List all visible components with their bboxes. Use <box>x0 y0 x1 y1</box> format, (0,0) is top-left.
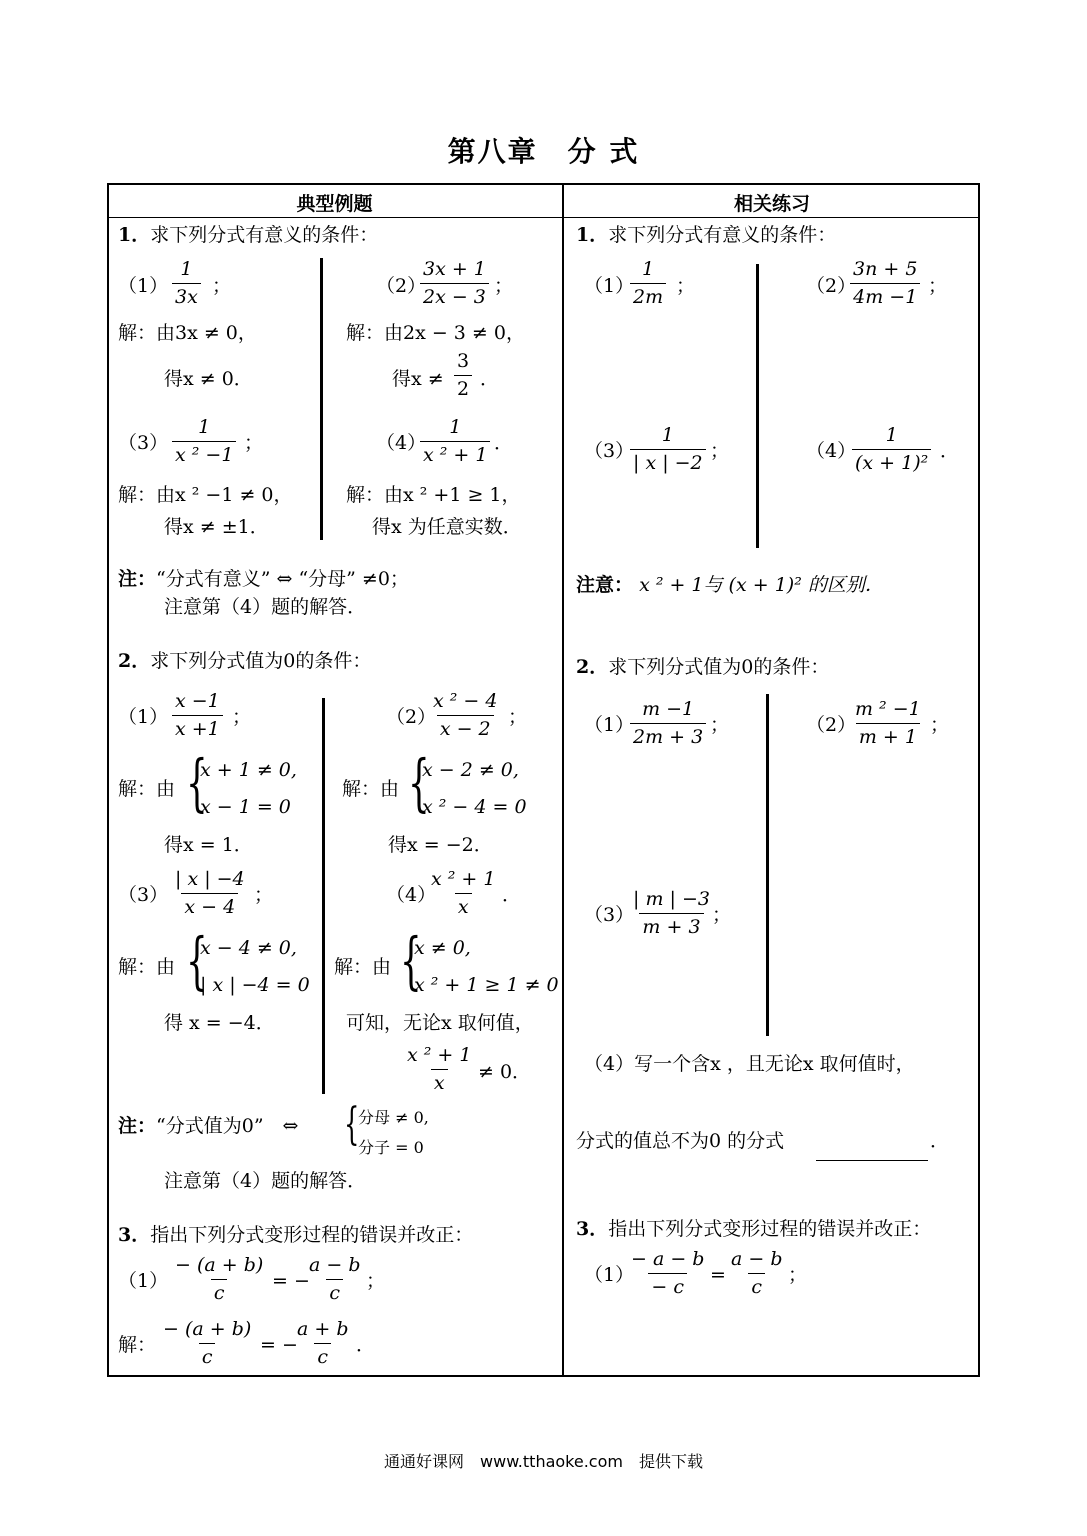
left-q3-p1-right-fraction: $\frac{a - b}{c}$ <box>309 1254 361 1304</box>
right-q2-p1-label: （1） <box>584 714 635 736</box>
left-q3-sol-equals: = − <box>260 1334 298 1356</box>
left-q2-heading: 2．求下列分式值为0的条件： <box>118 650 372 672</box>
left-q2-p2-brace: { <box>408 746 430 819</box>
right-q2-p4-line1: （4）写一个含x ，且无论x 取何值时， <box>584 1053 915 1075</box>
left-q1-p4-label: （4） <box>376 432 427 454</box>
left-q2-p1-brace: { <box>186 746 208 819</box>
left-q2-p3-brace: { <box>186 924 208 997</box>
left-q1-p3-label: （3） <box>118 432 169 454</box>
left-q1-note: 注：“分式有意义” ⇔ “分母” ≠0； <box>118 568 409 590</box>
left-q2-p3-label: （3） <box>118 884 169 906</box>
left-q1-p3-sol1: 解：由x ² −1 ≠ 0， <box>118 484 293 506</box>
right-q1-p3-fraction: $\frac{1}{| x | -2}$ <box>630 426 706 473</box>
left-q2-p4-result-fraction: $\frac{\text{x ² + 1}}{x}$ <box>407 1044 472 1094</box>
right-q1-p2-fraction: $\frac{3n + 5}{4m -1}$ <box>850 260 920 307</box>
right-q3-heading: 3．指出下列分式变形过程的错误并改正： <box>576 1218 932 1240</box>
right-q3-p1-equals: = <box>710 1264 726 1286</box>
left-q2-p4-sol: 解：由 <box>334 956 392 978</box>
left-q2-note-cond2: 分子 = 0 <box>358 1138 424 1157</box>
left-q1-p3-sol2: 得x ≠ ±1． <box>164 516 269 538</box>
left-q2-p2-sol: 解：由 <box>342 778 400 800</box>
right-q2-p2-label: （2） <box>806 714 857 736</box>
right-q1-p3-label: （3） <box>584 440 635 462</box>
left-column-header: 典型例题 <box>296 193 373 215</box>
right-q2-p1-fraction: $\frac{m -1}{2m + 3}$ <box>630 700 706 747</box>
left-q1-p2-tail: ； <box>494 275 514 297</box>
left-q2-p1-cond1: x + 1 ≠ 0, <box>200 759 297 781</box>
left-q3-sol-left-fraction: $\frac{- (a + b)}{c}$ <box>163 1318 252 1368</box>
left-q1-p1-fraction: $\frac{1}{3x}$ <box>172 260 201 307</box>
left-q2-note: 注：“分式值为0” ⇔ <box>118 1115 299 1137</box>
left-q1-p4-sol2: 得x 为任意实数． <box>372 516 522 538</box>
left-q2-note2: 注意第（4）题的解答． <box>164 1170 367 1192</box>
left-q2-p4-cond1: x ≠ 0, <box>414 937 471 959</box>
left-q2-p3-sol: 解：由 <box>118 956 176 978</box>
left-q3-p1-left-fraction: $\frac{- (a + b)}{c}$ <box>175 1254 264 1304</box>
left-q1-p3-fraction: $\frac{1}{\text{x ² −1}}$ <box>172 418 236 465</box>
left-q2-p3-cond1: x − 4 ≠ 0, <box>200 937 297 959</box>
left-q2-p3-tail: ； <box>254 884 274 906</box>
right-q1-p4-tail: ． <box>940 440 960 462</box>
left-q1-p4-fraction: $\frac{1}{\text{x ² + 1}}$ <box>420 418 490 465</box>
left-q3-p1-tail: ； <box>366 1270 386 1292</box>
left-q1-heading: 1．求下列分式有意义的条件： <box>118 224 379 246</box>
left-q3-sol-tail: ． <box>356 1334 376 1356</box>
left-q2-p2-cond1: x − 2 ≠ 0, <box>422 759 519 781</box>
answer-blank[interactable] <box>816 1140 928 1161</box>
right-q1-p2-label: （2） <box>806 275 857 297</box>
right-q2-p4-end: ． <box>930 1130 950 1152</box>
left-q3-p1-equals: = − <box>272 1270 310 1292</box>
left-q1-note2: 注意第（4）题的解答． <box>164 596 367 618</box>
right-q1-note: 注意： x ² + 1与 (x + 1)² 的区别． <box>576 574 884 596</box>
left-q1-p4-sol1: 解：由x ² +1 ≥ 1， <box>346 484 521 506</box>
right-q2-p3-label: （3） <box>584 904 635 926</box>
left-q1-p1-sol2: 得x ≠ 0． <box>164 368 253 390</box>
right-q3-p1-right-fraction: $\frac{a - b}{c}$ <box>731 1248 783 1298</box>
left-q2-p2-label: （2） <box>386 706 437 728</box>
right-q2-p1-tail: ； <box>710 714 730 736</box>
left-q2-p2-result: 得x = −2． <box>388 834 493 856</box>
right-q2-separator <box>766 694 769 1036</box>
left-q2-p1-result: 得x = 1． <box>164 834 253 856</box>
right-q1-p1-tail: ； <box>676 275 696 297</box>
left-q1-p1-label: （1） <box>118 275 169 297</box>
left-q2-note-brace: { <box>344 1099 360 1150</box>
left-q1-separator <box>320 258 323 540</box>
left-q1-p2-label: （2） <box>376 275 427 297</box>
right-q2-p3-tail: ； <box>712 904 732 926</box>
left-q2-p1-fraction: $\frac{x -1}{x +1}$ <box>172 692 223 739</box>
left-q3-p1-label: （1） <box>118 1270 169 1292</box>
right-q3-p1-tail: ； <box>788 1264 808 1286</box>
left-q1-p1-tail: ； <box>212 275 232 297</box>
left-q1-p2-end: ． <box>480 368 500 390</box>
left-q3-sol-label: 解： <box>118 1334 157 1356</box>
right-q1-p3-tail: ； <box>710 440 730 462</box>
right-q1-p1-label: （1） <box>584 275 635 297</box>
left-q1-p2-result-fraction: $\frac{3}{2}$ <box>454 352 472 399</box>
left-q2-p2-fraction: $\frac{\text{x ² − 4}}{x - 2}$ <box>433 690 498 740</box>
left-q2-separator <box>322 698 325 1094</box>
left-q2-p1-label: （1） <box>118 706 169 728</box>
left-q2-p4-fraction: $\frac{\text{x ² + 1}}{x}$ <box>431 868 496 918</box>
right-q2-heading: 2．求下列分式值为0的条件： <box>576 656 830 678</box>
left-q2-p3-cond2: | x | −4 = 0 <box>200 974 310 996</box>
left-q2-p2-cond2: x ² − 4 = 0 <box>422 796 527 818</box>
right-column-header: 相关练习 <box>733 193 810 215</box>
right-q2-p4-line2: 分式的值总不为0 的分式 <box>576 1130 785 1152</box>
left-q2-p1-sol: 解：由 <box>118 778 176 800</box>
right-q1-p2-tail: ； <box>928 275 948 297</box>
left-q1-p2-sol2: 得x ≠ <box>392 368 444 390</box>
page-title: 第八章 分 式 <box>447 135 640 168</box>
right-q2-p2-fraction: $\frac{\text{m ² −1}}{m + 1}$ <box>855 698 921 748</box>
left-q2-note-cond1: 分母 ≠ 0, <box>358 1108 429 1127</box>
left-q1-p4-tail: ． <box>494 432 514 454</box>
left-q2-p4-cond2: x ² + 1 ≥ 1 ≠ 0 <box>414 974 559 996</box>
left-q2-p1-cond2: x − 1 = 0 <box>200 796 291 818</box>
right-q2-p3-fraction: $\frac{| m | -3}{m + 3}$ <box>633 888 710 938</box>
right-q1-p1-fraction: $\frac{1}{2m}$ <box>630 260 666 307</box>
left-q1-p2-sol1: 解：由2x − 3 ≠ 0， <box>346 322 525 344</box>
right-q2-p2-tail: ； <box>930 714 950 736</box>
right-q3-p1-left-fraction: $\frac{- a - b}{- c}$ <box>631 1248 705 1298</box>
footer-text: 通通好课网 www.tthaoke.com 提供下载 <box>384 1452 703 1471</box>
left-q2-p4-brace: { <box>400 924 422 997</box>
left-q2-p4-tail: ． <box>502 884 522 906</box>
left-q2-p1-tail: ； <box>232 706 252 728</box>
left-q2-p4-result-end: ≠ 0． <box>478 1061 532 1083</box>
left-q2-p4-label: （4） <box>386 884 437 906</box>
left-q2-p3-result: 得 x = −4． <box>164 1012 275 1034</box>
left-q1-p2-fraction: $\frac{3x + 1}{2x - 3}$ <box>420 260 489 307</box>
right-q1-heading: 1．求下列分式有意义的条件： <box>576 224 837 246</box>
left-q2-p2-tail: ； <box>508 706 528 728</box>
right-q3-p1-label: （1） <box>584 1264 635 1286</box>
left-q1-p3-tail: ； <box>244 432 264 454</box>
left-q1-p1-sol1: 解：由3x ≠ 0， <box>118 322 257 344</box>
column-divider <box>562 183 564 1377</box>
left-q3-sol-right-fraction: $\frac{a + b}{c}$ <box>297 1318 349 1368</box>
right-q1-p4-label: （4） <box>806 440 857 462</box>
left-q3-heading: 3．指出下列分式变形过程的错误并改正： <box>118 1224 474 1246</box>
left-q2-p3-fraction: $\frac{| x | -4}{x - 4}$ <box>175 868 245 918</box>
left-q2-p4-result: 可知，无论x 取何值， <box>346 1012 534 1034</box>
right-q1-separator <box>756 264 759 548</box>
header-rule <box>107 217 980 218</box>
right-q1-p4-fraction: $\frac{1}{\text{(x + 1)²}}$ <box>852 426 931 473</box>
